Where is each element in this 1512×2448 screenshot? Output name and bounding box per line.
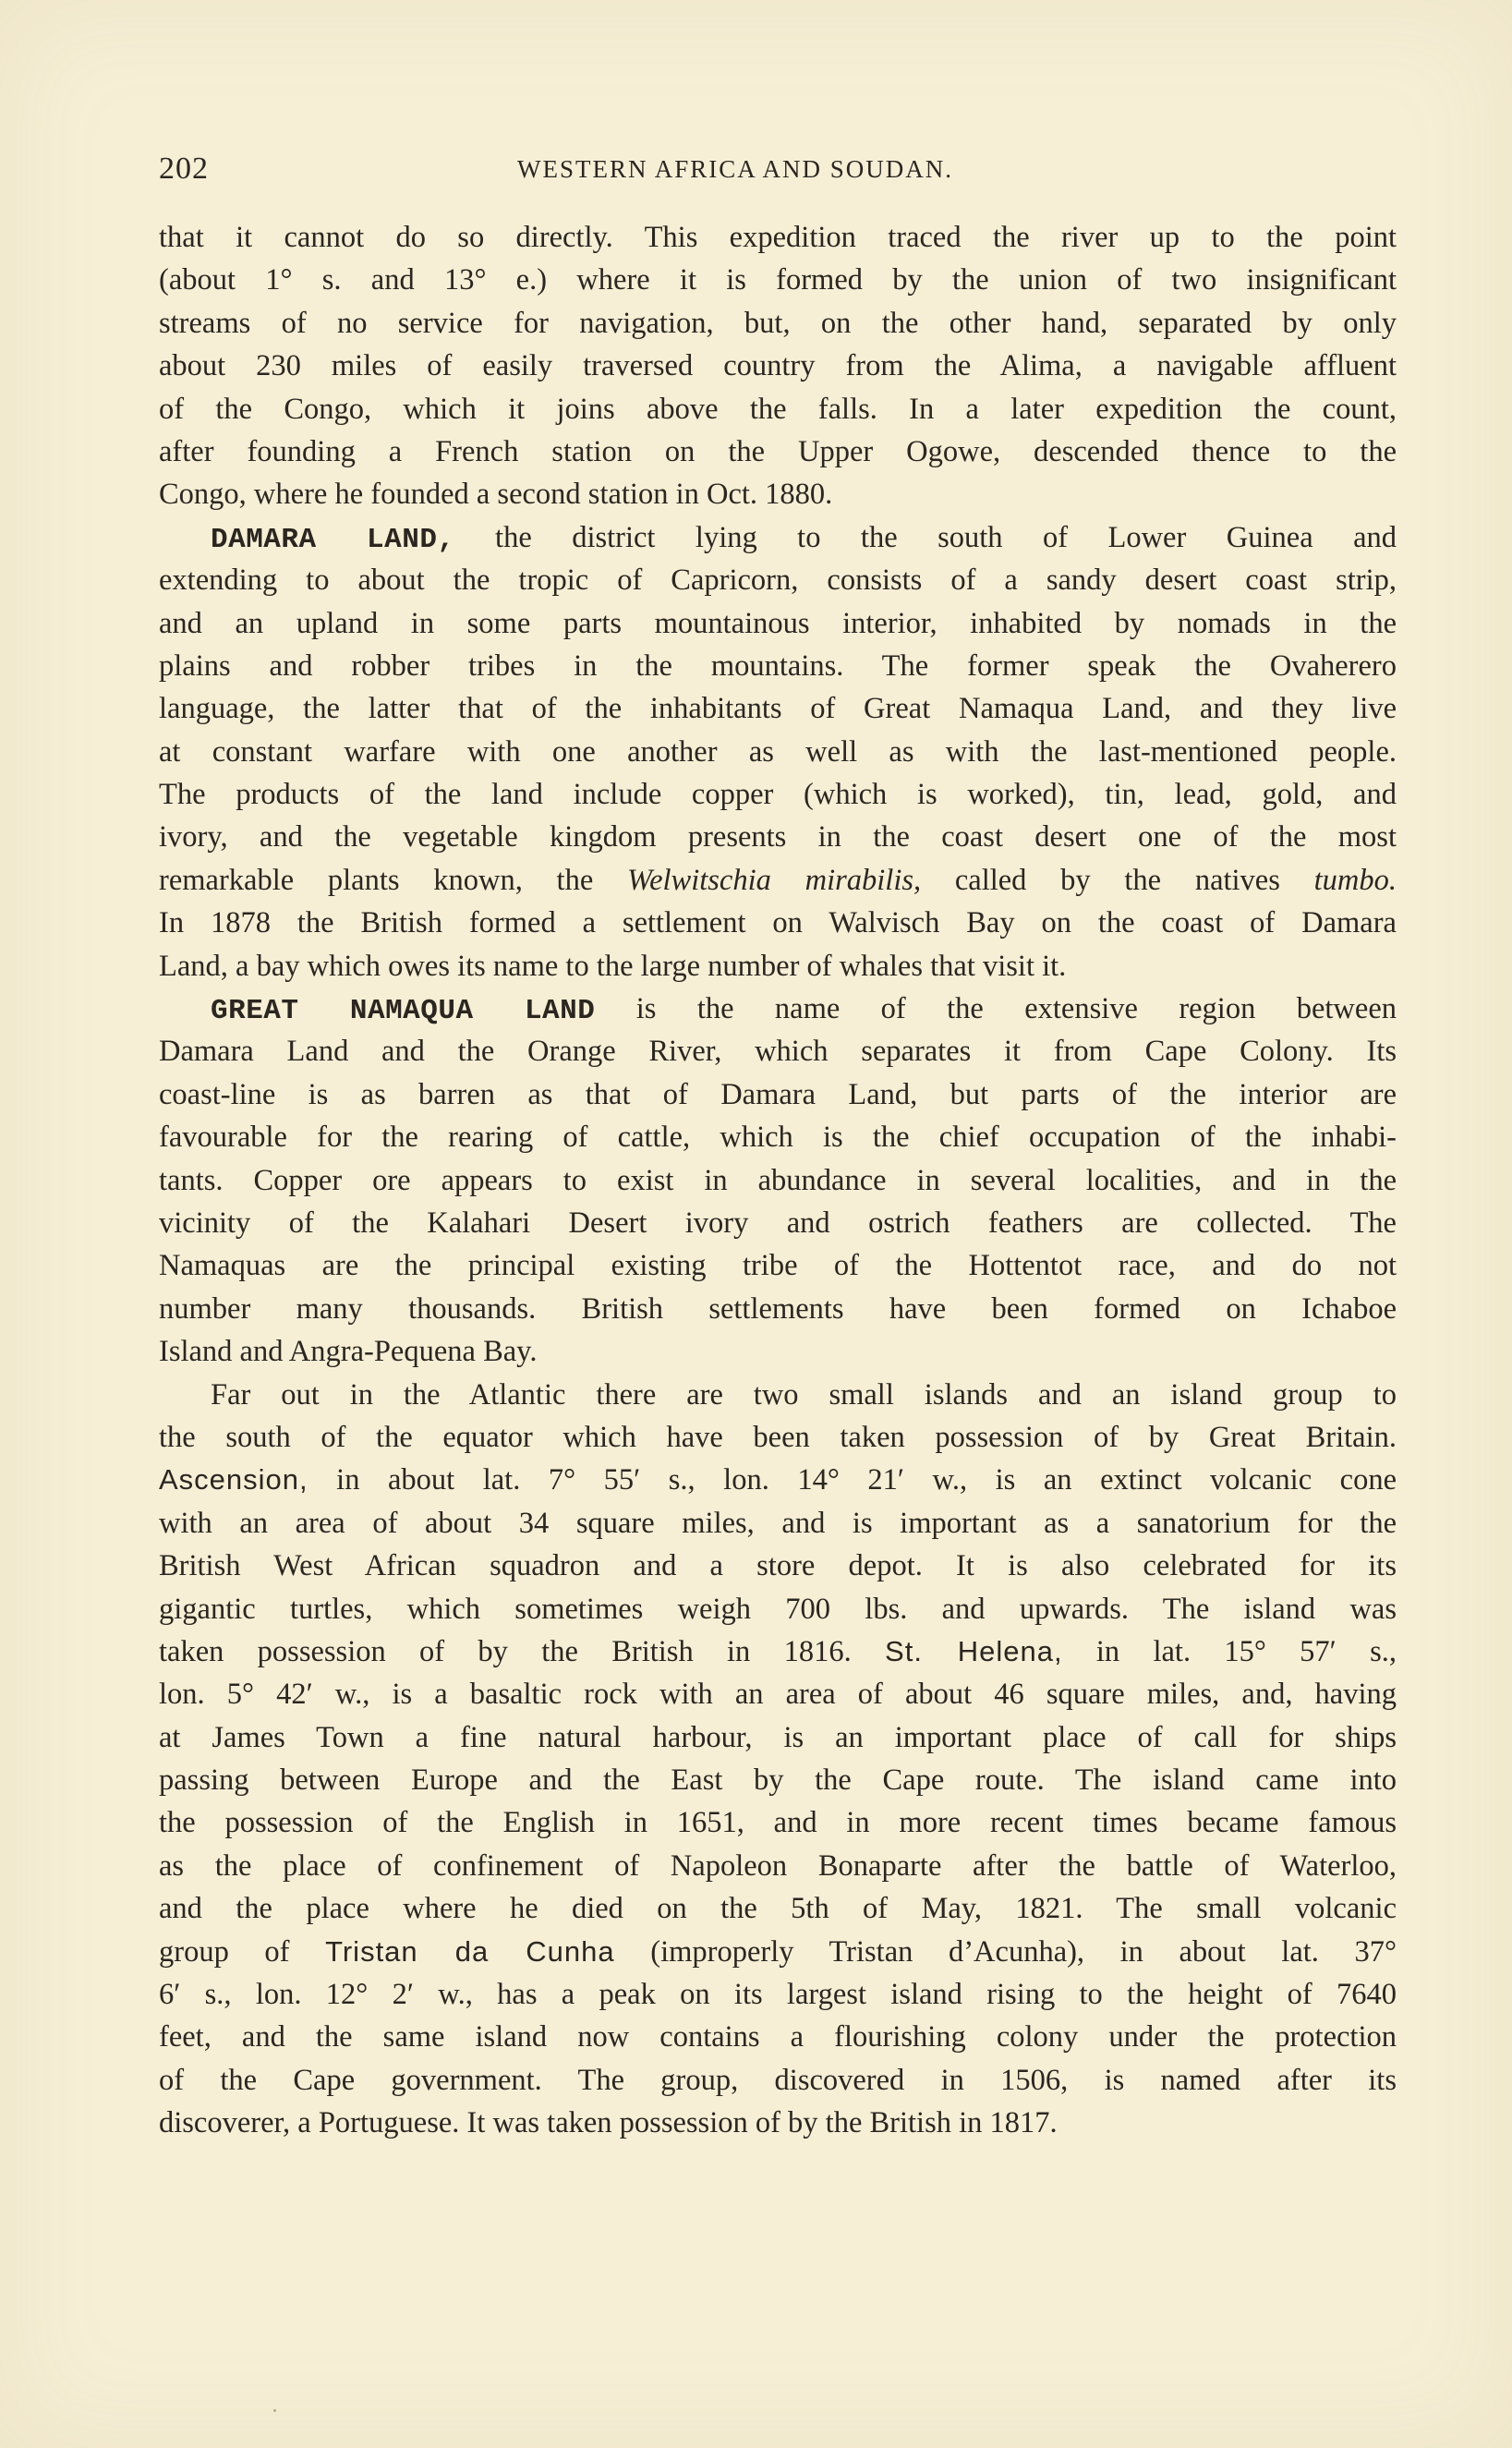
- text-line: [159, 1801, 1397, 1844]
- text-line: [159, 731, 1397, 773]
- text-run: (improperly Tristan d’Acunha), in about lat. 37°: [614, 1934, 1397, 1969]
- text-run: group of: [159, 1934, 326, 1969]
- text-run: at James Town a fine natural harbour, is an important place of call for ships: [159, 1720, 1397, 1754]
- text-line: [159, 1244, 1397, 1287]
- text-line: [159, 1202, 1397, 1244]
- text-line: [159, 1973, 1397, 2016]
- text-line: [159, 902, 1397, 944]
- text-line: [159, 1759, 1397, 1801]
- text-run: is the name of the extensive region between: [595, 992, 1397, 1026]
- text-line: [159, 1116, 1397, 1158]
- text-run: as the place of confinement of Napoleon Bonaparte after the battle of Waterloo,: [159, 1848, 1397, 1883]
- text-line: [159, 1073, 1397, 1116]
- text-line: [159, 1159, 1397, 1202]
- text-run: language, the latter that of the inhabitants of Great Namaqua Land, and they live: [159, 692, 1397, 726]
- text-line: [159, 559, 1397, 601]
- text-run: in lat. 15° 57′ s.,: [1062, 1634, 1397, 1668]
- text-line: [159, 388, 1397, 430]
- text-line: [159, 773, 1397, 816]
- text-run: and the place where he died on the 5th of May, 1821. The small volcanic: [159, 1892, 1397, 1926]
- text-run: plains and robber tribes in the mountains. The former speak the Ovaherero: [159, 648, 1397, 683]
- text-line: [159, 1374, 1397, 1416]
- text-run: Far out in the Atlantic there are two small islands and an island group to: [211, 1377, 1397, 1412]
- italic-term: Welwitschia mirabilis,: [627, 863, 922, 897]
- text-line: [159, 859, 1397, 902]
- text-run: ivory, and the vegetable kingdom presents in the coast desert one of the most: [159, 820, 1397, 854]
- text-line: [159, 988, 1397, 1030]
- text-line: [159, 1845, 1397, 1887]
- paper-speck: [273, 2409, 276, 2412]
- text-line: [159, 473, 1397, 515]
- text-run: passing between Europe and the East by the Cape route. The island came into: [159, 1763, 1397, 1798]
- text-run: Damara Land and the Orange River, which separates it from Cape Colony. Its: [159, 1035, 1397, 1069]
- text-line: [159, 216, 1397, 259]
- text-line: [159, 1416, 1397, 1459]
- text-run: Congo, where he founded a second station in Oct. 1880.: [159, 478, 833, 512]
- text-run: of the Congo, which it joins above the falls. In a later expedition the count,: [159, 392, 1397, 426]
- text-run: feet, and the same island now contains a flourishing colony under the protection: [159, 2020, 1397, 2054]
- text-line: [159, 2102, 1397, 2144]
- text-run: discoverer, a Portuguese. It was taken possession of by the British in 1817.: [159, 2106, 1058, 2140]
- text-line: [159, 1459, 1397, 1501]
- place-name: St. Helena,: [885, 1634, 1063, 1667]
- text-run: after founding a French station on the Upper Ogowe, descended thence to the: [159, 434, 1397, 468]
- text-line: [159, 1030, 1397, 1073]
- section-heading: GREAT NAMAQUA LAND: [211, 995, 596, 1028]
- text-run: tants. Copper ore appears to exist in abundance in several localities, and in the: [159, 1163, 1397, 1197]
- place-name: Tristan da Cunha: [325, 1934, 615, 1968]
- text-line: [159, 1716, 1397, 1759]
- text-run: Land, a bay which owes its name to the large number of whales that visit it.: [159, 949, 1067, 983]
- text-line: [159, 2016, 1397, 2058]
- text-run: British West African squadron and a store depot. It is also celebrated for its: [159, 1549, 1397, 1583]
- running-head: WESTERN AFRICA AND SOUDAN.: [517, 155, 954, 183]
- text-line: [159, 1931, 1397, 1973]
- text-run: vicinity of the Kalahari Desert ivory and ostrich feathers are collected. The: [159, 1206, 1397, 1240]
- text-run: the district lying to the south of Lower Guinea and: [454, 520, 1397, 554]
- text-run: and an upland in some parts mountainous interior, inhabited by nomads in the: [159, 606, 1397, 640]
- text-run: the south of the equator which have been taken possession of by Great Britain.: [159, 1420, 1397, 1454]
- text-line: [159, 345, 1397, 387]
- text-line: [159, 516, 1397, 559]
- text-line: [159, 645, 1397, 687]
- text-run: Island and Angra-Pequena Bay.: [159, 1335, 538, 1369]
- text-run: coast-line is as barren as that of Damara Land, but parts of the interior are: [159, 1077, 1397, 1111]
- text-line: [159, 1630, 1397, 1673]
- italic-term: tumbo.: [1313, 863, 1397, 897]
- text-line: [159, 259, 1397, 301]
- text-run: (about 1° s. and 13° e.) where it is formed by the union of two insignificant: [159, 263, 1397, 297]
- text-run: Namaquas are the principal existing tribe of the Hottentot race, and do not: [159, 1249, 1397, 1283]
- body-text: [159, 216, 1397, 2145]
- page-header: [159, 151, 1397, 192]
- text-run: with an area of about 34 square miles, and is important as a sanatorium for the: [159, 1506, 1397, 1540]
- text-line: [159, 2059, 1397, 2102]
- text-line: [159, 1588, 1397, 1630]
- text-run: favourable for the rearing of cattle, which is the chief occupation of the inhabi-: [159, 1121, 1397, 1155]
- text-line: [159, 687, 1397, 730]
- text-run: The products of the land include copper (which is worked), tin, lead, gold, and: [159, 778, 1397, 812]
- section-heading: DAMARA LAND,: [211, 523, 455, 556]
- text-run: the possession of the English in 1651, and in more recent times became famous: [159, 1806, 1397, 1840]
- text-run: gigantic turtles, which sometimes weigh 700 lbs. and upwards. The island was: [159, 1592, 1397, 1626]
- text-run: 6′ s., lon. 12° 2′ w., has a peak on its largest island rising to the height of 7640: [159, 1978, 1397, 2012]
- text-run: taken possession of by the British in 1816.: [159, 1634, 886, 1668]
- text-line: [159, 1545, 1397, 1587]
- text-line: [159, 602, 1397, 645]
- text-run: In 1878 the British formed a settlement on Walvisch Bay on the coast of Damara: [159, 906, 1397, 940]
- text-line: [159, 1288, 1397, 1330]
- text-run: extending to about the tropic of Capricorn, consists of a sandy desert coast strip,: [159, 564, 1397, 598]
- text-run: called by the natives: [921, 863, 1314, 897]
- text-line: [159, 945, 1397, 988]
- text-run: about 230 miles of easily traversed country from the Alima, a navigable affluent: [159, 349, 1397, 383]
- text-run: in about lat. 7° 55′ s., lon. 14° 21′ w., is an extinct volcanic cone: [308, 1463, 1397, 1497]
- page-number: 202: [159, 151, 209, 186]
- text-run: streams of no service for navigation, but, on the other hand, separated by only: [159, 306, 1397, 340]
- text-run: remarkable plants known, the: [159, 863, 627, 897]
- text-line: [159, 816, 1397, 858]
- text-run: that it cannot do so directly. This expedition traced the river up to the point: [159, 221, 1397, 254]
- text-run: at constant warfare with one another as well as with the last-mentioned people.: [159, 734, 1397, 769]
- text-line: [159, 1330, 1397, 1373]
- text-run: of the Cape government. The group, discovered in 1506, is named after its: [159, 2063, 1397, 2097]
- text-line: [159, 1887, 1397, 1930]
- text-line: [159, 1673, 1397, 1715]
- text-line: [159, 302, 1397, 345]
- text-run: lon. 5° 42′ w., is a basaltic rock with an area of about 46 square miles, and, having: [159, 1678, 1397, 1712]
- place-name: Ascension,: [159, 1463, 308, 1497]
- text-run: number many thousands. British settlements have been formed on Ichaboe: [159, 1291, 1397, 1326]
- text-line: [159, 430, 1397, 473]
- text-line: [159, 1502, 1397, 1545]
